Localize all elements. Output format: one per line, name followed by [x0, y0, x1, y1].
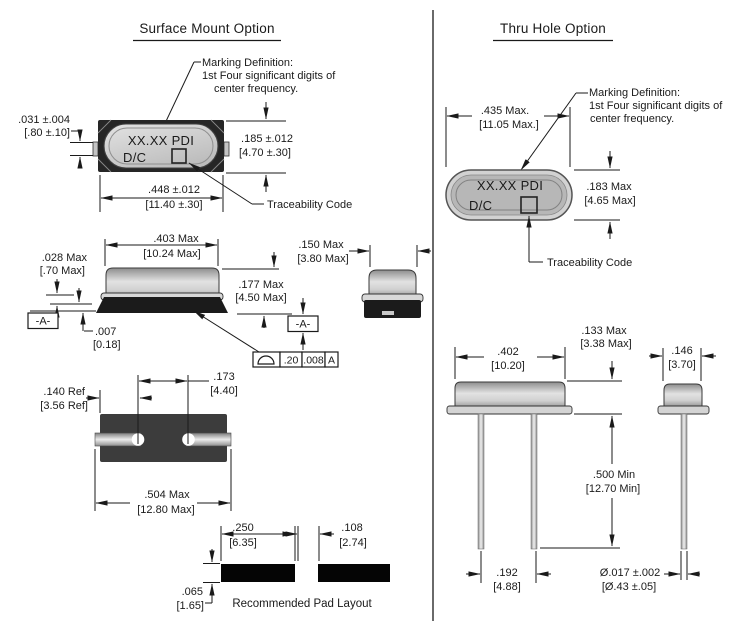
sm-dim-width: [226, 102, 293, 192]
th-traceability-label: Traceability Code: [547, 257, 633, 269]
sm-dim-gap-mm: [2.74]: [339, 537, 367, 549]
th-dim-lead-mm: [12.70 Min]: [585, 483, 641, 495]
sm-side-base: [96, 297, 228, 313]
sm-marking-note-line3: center frequency.: [214, 83, 299, 95]
sm-traceability-label: Traceability Code: [267, 199, 353, 211]
th-dim-side-mm: [10.20]: [491, 360, 525, 372]
pad-layout-left-pad: [221, 564, 295, 582]
th-dim-height-mm: [3.38 Max]: [580, 338, 632, 350]
pad-layout-caption: Recommended Pad Layout: [232, 598, 372, 610]
thru-hole-title: Thru Hole Option: [500, 21, 606, 36]
sm-package-marking-line2: D/C: [123, 150, 147, 165]
sm-fcf-datum: A: [327, 354, 336, 367]
sm-dim-length-mm: [11.40 ±.30]: [145, 199, 203, 211]
th-marking-note-line1: Marking Definition:: [589, 87, 681, 99]
th-side-body: [455, 382, 565, 407]
th-package-marking-line2: D/C: [469, 198, 493, 213]
sm-dim-offset-mm: [3.56 Ref]: [40, 400, 88, 412]
sm-right-terminal-tab: [224, 142, 229, 156]
sm-dim-padheight-mm: [1.65]: [176, 600, 204, 612]
sm-dim-base-mm: [10.24 Max]: [143, 248, 201, 260]
sm-dim-standoff-in: .007: [95, 326, 117, 338]
sm-end-view: [297, 239, 431, 318]
sm-dim-tab-in: .031 ±.004: [18, 114, 70, 126]
th-dim-side-in: .402: [497, 346, 519, 358]
sm-dim-tab-mm: [.80 ±.10]: [24, 127, 70, 139]
th-dim-dia-in: Ø.017 ±.002: [599, 567, 661, 579]
sm-dim-tab-height: [18, 114, 93, 167]
sm-dim-offset-in: .140 Ref: [43, 386, 85, 398]
th-left-lead: [478, 414, 484, 549]
sm-dim-pitch-mm: [4.40]: [210, 385, 238, 397]
sm-dim-width-in: .185 ±.012: [241, 133, 293, 145]
sm-dim-overall-mm: [12.80 Max]: [137, 504, 195, 516]
sm-dim-end-in: .150 Max: [298, 239, 344, 251]
sm-side-view: [28, 233, 338, 367]
sm-dim-width-mm: [4.70 ±.30]: [239, 147, 291, 159]
sm-dim-padheight-in: .065: [181, 586, 203, 598]
sm-dim-padwidth-mm: [6.35]: [229, 537, 257, 549]
th-dim-height-in: .133 Max: [581, 325, 627, 337]
th-package-marking-line1: XX.XX PDI: [476, 178, 544, 193]
th-dim-width: [574, 151, 636, 239]
surface-mount-section: [18, 21, 431, 612]
sm-end-body: [369, 270, 416, 296]
th-dim-length-mm: [11.05 Max.]: [479, 119, 539, 131]
sm-dim-end-mm: [3.80 Max]: [297, 253, 349, 265]
sm-dim-height-in: .177 Max: [238, 279, 284, 291]
th-marking-note: [521, 87, 723, 170]
sm-end-base: [364, 300, 421, 318]
sm-bottom-view: [40, 371, 237, 516]
th-dim-spacing-mm: [4.88]: [493, 581, 521, 593]
sm-top-view: [93, 120, 229, 172]
sm-fcf-tol-in: .008: [303, 354, 324, 367]
sm-dim-padth-in: .028 Max: [41, 252, 87, 264]
th-traceability-callout: [529, 216, 632, 269]
th-end-flange: [658, 406, 709, 414]
th-marking-note-line3: center frequency.: [590, 113, 675, 125]
sm-dim-length-in: .448 ±.012: [148, 184, 200, 196]
sm-datum-a-left-label: -A-: [35, 315, 51, 328]
sm-dim-padth-mm: [.70 Max]: [39, 265, 85, 277]
th-dim-width-in: .183 Max: [586, 181, 632, 193]
sm-dim-gap-in: .108: [341, 522, 363, 534]
surface-mount-title: Surface Mount Option: [139, 21, 275, 36]
sm-fcf-tol-mm: .20: [283, 354, 299, 367]
th-marking-note-line2: 1st Four significant digits of: [589, 100, 723, 112]
sm-datum-a-right-label: -A-: [295, 318, 311, 331]
th-end-body: [664, 384, 702, 406]
sm-dim-standoff-mm: [0.18]: [93, 339, 121, 351]
pad-layout-right-pad: [318, 564, 390, 582]
sm-marking-note-line2: 1st Four significant digits of: [202, 70, 336, 82]
th-dim-end-mm: [3.70]: [668, 359, 696, 371]
sm-dim-base-in: .403 Max: [153, 233, 199, 245]
th-side-view: [447, 325, 640, 593]
th-side-flange: [447, 406, 572, 414]
sm-marking-note-line1: Marking Definition:: [202, 57, 294, 69]
sm-left-terminal-tab: [93, 142, 98, 156]
sm-dim-padwidth-in: .250: [232, 522, 254, 534]
th-dim-lead-in: .500 Min: [592, 469, 636, 481]
th-top-view: [446, 170, 572, 220]
sm-dim-length: [100, 175, 223, 212]
thru-hole-section: [446, 21, 723, 593]
th-marking-leader: [521, 93, 576, 170]
sm-dim-pitch-in: .173: [213, 371, 235, 383]
th-end-lead: [681, 414, 687, 549]
th-right-lead: [531, 414, 537, 549]
th-dim-end-in: .146: [671, 345, 693, 357]
th-dim-dia-mm: [Ø.43 ±.05]: [601, 581, 657, 593]
sm-feature-control-frame: [253, 352, 338, 367]
sm-dim-overall-in: .504 Max: [144, 489, 190, 501]
sm-package-marking-line1: XX.XX PDI: [127, 133, 195, 148]
th-dim-spacing-in: .192: [496, 567, 518, 579]
sm-dim-height-mm: [4.50 Max]: [235, 292, 287, 304]
th-dim-width-mm: [4.65 Max]: [584, 195, 636, 207]
sm-pad-layout: [176, 522, 390, 612]
th-dim-length: [446, 105, 570, 167]
th-dim-length-in: .435 Max.: [480, 105, 530, 117]
